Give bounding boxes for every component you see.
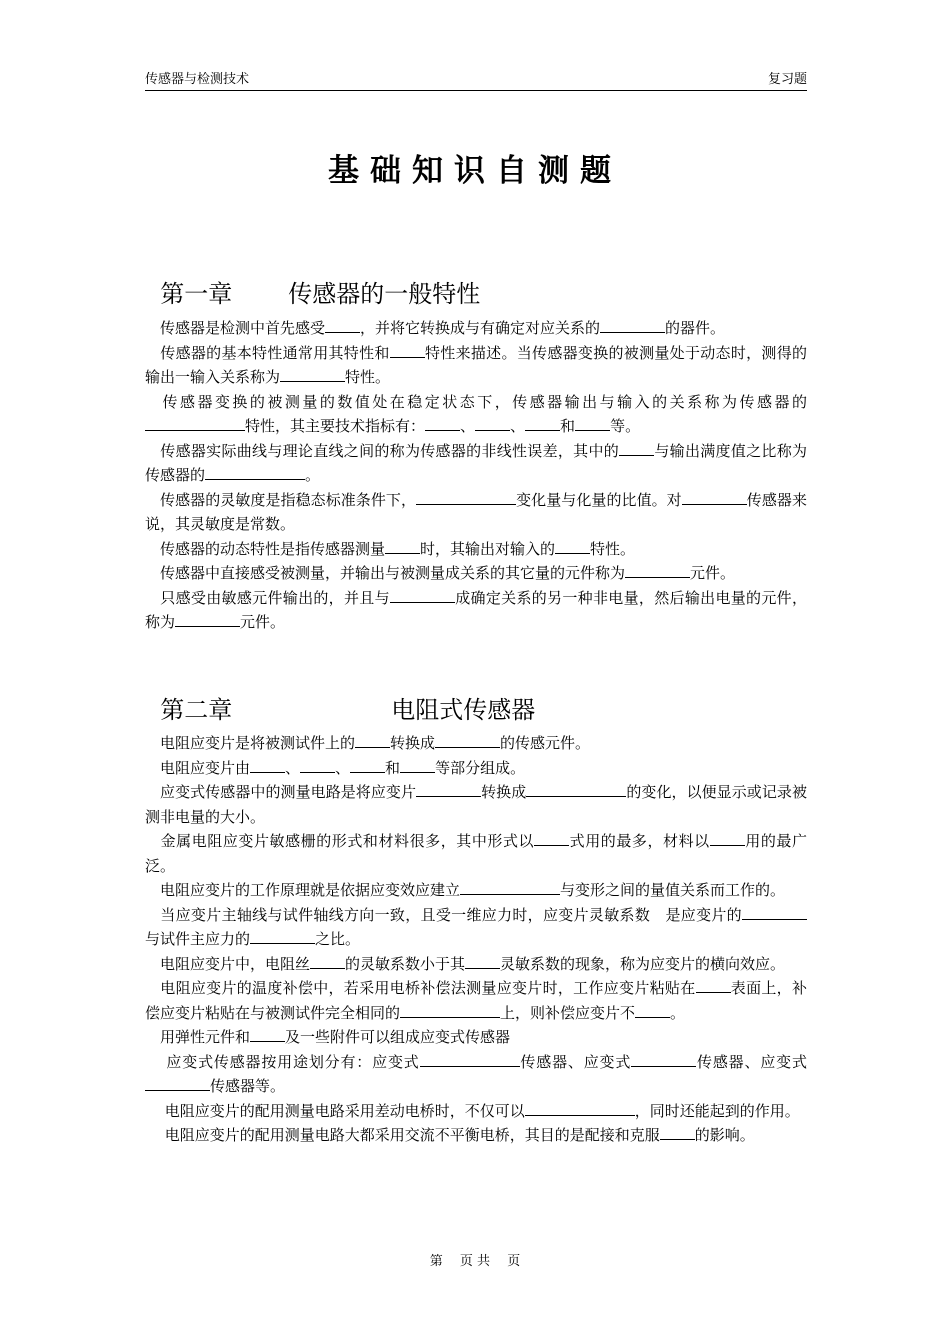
answer-blank[interactable] (385, 540, 420, 554)
question-text: 金属电阻应变片敏感栅的形式和材料很多，其中形式以 (145, 832, 535, 850)
answer-blank[interactable] (355, 734, 390, 748)
question-text: 变化量与化量的比值。对 (516, 490, 682, 509)
question-text: 与输出满度值之比称为传感器的 (145, 441, 807, 484)
answer-blank[interactable] (682, 491, 747, 505)
answer-blank[interactable] (600, 319, 665, 333)
answer-blank[interactable] (525, 417, 560, 431)
answer-blank[interactable] (250, 930, 315, 944)
question-text: 之比。 (315, 930, 361, 948)
question-text: 传感器来说，其灵敏度是常数。 (145, 490, 807, 533)
question-text: 传感器实际曲线与理论直线之间的称为传感器的非线性误差，其中的 (145, 441, 620, 460)
question-text: 应变式传感器中的测量电路是将应变片 (145, 783, 417, 801)
question-text: ，并将它转换成与有确定对应关系的 (360, 319, 601, 337)
question-paragraph (145, 439, 807, 488)
question-text: 特性，其主要技术指标有： (245, 417, 426, 435)
answer-blank[interactable] (205, 466, 305, 480)
answer-blank[interactable] (619, 442, 654, 456)
question-text: 和 (385, 758, 401, 777)
question-text: 。 (305, 466, 321, 484)
question-paragraph (145, 731, 807, 756)
question-paragraph (145, 780, 807, 829)
answer-blank[interactable] (175, 613, 240, 627)
question-text: 应变式传感器按用途划分有：应变式 (145, 1052, 420, 1071)
chapter-1-name: 传感器的一般特性 (288, 280, 481, 308)
answer-blank[interactable] (400, 1004, 500, 1018)
question-text: 当应变片主轴线与试件轴线方向一致，且受一维应力时，应变片灵敏系数 是应变片的 (145, 905, 742, 924)
question-text: 电阻应变片的配用测量电路大都采用交流不平衡电桥，其目的是配接和克服 (145, 1126, 660, 1144)
question-paragraph (145, 537, 807, 562)
question-paragraph (145, 756, 807, 781)
question-text: 式用的最多，材料以 (569, 832, 710, 850)
question-text: 与变形之间的量值关系而工作的。 (560, 881, 786, 899)
answer-blank[interactable] (460, 881, 560, 895)
answer-blank[interactable] (325, 319, 360, 333)
question-text: 元件。 (690, 564, 736, 582)
question-paragraph (145, 903, 807, 952)
question-paragraph (145, 586, 807, 635)
chapter-1-questions (145, 316, 807, 635)
answer-blank[interactable] (526, 783, 626, 797)
question-text: 传感器等。 (210, 1077, 286, 1095)
answer-blank[interactable] (420, 1053, 520, 1067)
question-text: 电阻应变片是将被测试件上的 (145, 734, 356, 752)
question-paragraph (145, 1123, 807, 1148)
question-text: 、 (285, 758, 301, 777)
question-text: 传感器的灵敏度是指稳态标准条件下， (145, 490, 417, 509)
question-text: 的变化，以便显示或记录被测非电量的大小。 (145, 783, 807, 826)
question-text: 的影响。 (694, 1126, 755, 1144)
question-text: 、 (510, 417, 526, 435)
answer-blank[interactable] (145, 1077, 210, 1091)
question-text: 用的最广泛。 (145, 832, 807, 875)
question-text: 电阻应变片中，电阻丝 (145, 954, 311, 973)
page-title: 基础知识自测题 (328, 153, 622, 189)
answer-blank[interactable] (416, 491, 516, 505)
question-paragraph (145, 1050, 807, 1099)
answer-blank[interactable] (250, 1028, 285, 1042)
question-text: 、 (335, 758, 351, 777)
question-text: 等。 (610, 417, 641, 435)
question-text: 和 (560, 417, 576, 435)
answer-blank[interactable] (635, 1004, 670, 1018)
question-text: 特性。 (590, 539, 636, 558)
question-text: 与试件主应力的 (145, 930, 251, 948)
answer-blank[interactable] (660, 1126, 695, 1140)
answer-blank[interactable] (696, 979, 731, 993)
question-text: 成确定关系的另一种非电量，然后输出电量的元件，称为 (145, 588, 807, 631)
question-text: 的器件。 (665, 319, 726, 337)
question-text: 用弹性元件和 (145, 1028, 251, 1046)
question-text: 只感受由敏感元件输出的，并且与 (145, 588, 390, 607)
header-section-label: 复习题 (767, 72, 807, 87)
chapter-2-heading (145, 662, 535, 725)
answer-blank[interactable] (416, 783, 481, 797)
answer-blank[interactable] (742, 906, 807, 920)
chapter-1-number: 第一章 (160, 280, 233, 308)
question-text: 的灵敏系数小于其 (345, 954, 466, 973)
question-text: 元件。 (240, 613, 286, 631)
answer-blank[interactable] (555, 540, 590, 554)
answer-blank[interactable] (425, 417, 460, 431)
question-text: 传感器中直接感受被测量，并输出与被测量成关系的其它量的元件称为 (145, 564, 626, 582)
question-paragraph (145, 488, 807, 537)
answer-blank[interactable] (310, 955, 345, 969)
answer-blank[interactable] (300, 759, 335, 773)
answer-blank[interactable] (390, 344, 425, 358)
question-paragraph (145, 1025, 807, 1050)
question-text: 转换成 (390, 734, 436, 752)
answer-blank[interactable] (534, 832, 569, 846)
question-text: 电阻应变片的工作原理就是依据应变效应建立 (145, 881, 461, 899)
question-text: 表面上，补偿应变片粘贴在与被测试件完全相同的 (145, 979, 807, 1022)
question-paragraph (145, 561, 807, 586)
answer-blank[interactable] (435, 734, 500, 748)
question-text: 传感器、应变式 (696, 1052, 807, 1071)
question-text: 电阻应变片由 (145, 758, 251, 777)
question-text: 传感器、应变式 (519, 1052, 632, 1071)
question-text: 转换成 (481, 783, 527, 801)
chapter-2-questions (145, 731, 807, 1148)
answer-blank[interactable] (390, 589, 455, 603)
question-paragraph (145, 390, 807, 439)
question-text: 传感器变换的被测量的数值处在稳定状态下，传感器输出与输入的关系称为传感器的 (145, 392, 807, 411)
header-course-title: 传感器与检测技术 (145, 72, 250, 87)
page-footer: 第 页 共 页 (429, 1254, 521, 1269)
answer-blank[interactable] (475, 417, 510, 431)
question-text: 等部分组成。 (435, 758, 526, 777)
question-paragraph (145, 829, 807, 878)
question-text: ，同时还能起到的作用。 (634, 1101, 800, 1120)
question-paragraph (145, 341, 807, 390)
answer-blank[interactable] (145, 417, 245, 431)
question-text: 特性来描述。当传感器变换的被测量处于动态时，测得的输出一输入关系称为 (145, 343, 807, 386)
chapter-1-heading (145, 246, 480, 309)
question-paragraph (145, 316, 807, 341)
question-text: 特性。 (345, 368, 391, 386)
question-paragraph (145, 976, 807, 1025)
question-text: 传感器的基本特性通常用其特性和 (145, 343, 390, 362)
answer-blank[interactable] (625, 564, 690, 578)
answer-blank[interactable] (350, 759, 385, 773)
answer-blank[interactable] (280, 368, 345, 382)
answer-blank[interactable] (710, 832, 745, 846)
question-text: 的传感元件。 (500, 734, 591, 752)
question-paragraph (145, 1099, 807, 1124)
answer-blank[interactable] (400, 759, 435, 773)
chapter-2-number: 第二章 (160, 696, 233, 724)
answer-blank[interactable] (525, 1102, 635, 1116)
question-text: 、 (460, 417, 476, 435)
answer-blank[interactable] (250, 759, 285, 773)
answer-blank[interactable] (465, 955, 500, 969)
answer-blank[interactable] (575, 417, 610, 431)
question-text: 电阻应变片的配用测量电路采用差动电桥时，不仅可以 (145, 1101, 525, 1120)
chapter-2-name: 电阻式传感器 (391, 696, 536, 724)
question-text: 。 (670, 1003, 686, 1022)
question-text: 传感器的动态特性是指传感器测量 (145, 539, 386, 558)
question-text: 时，其输出对输入的 (420, 539, 556, 558)
question-paragraph (145, 878, 807, 903)
question-text: 上，则补偿应变片不 (500, 1003, 636, 1022)
question-paragraph (145, 952, 807, 977)
answer-blank[interactable] (631, 1053, 696, 1067)
question-text: 及一些附件可以组成应变式传感器 (285, 1028, 511, 1046)
question-text: 传感器是检测中首先感受 (145, 319, 326, 337)
question-text: 电阻应变片的温度补偿中，若采用电桥补偿法测量应变片时，工作应变片粘贴在 (145, 979, 696, 997)
question-text: 灵敏系数的现象，称为应变片的横向效应。 (500, 954, 786, 973)
page-header (145, 70, 807, 91)
